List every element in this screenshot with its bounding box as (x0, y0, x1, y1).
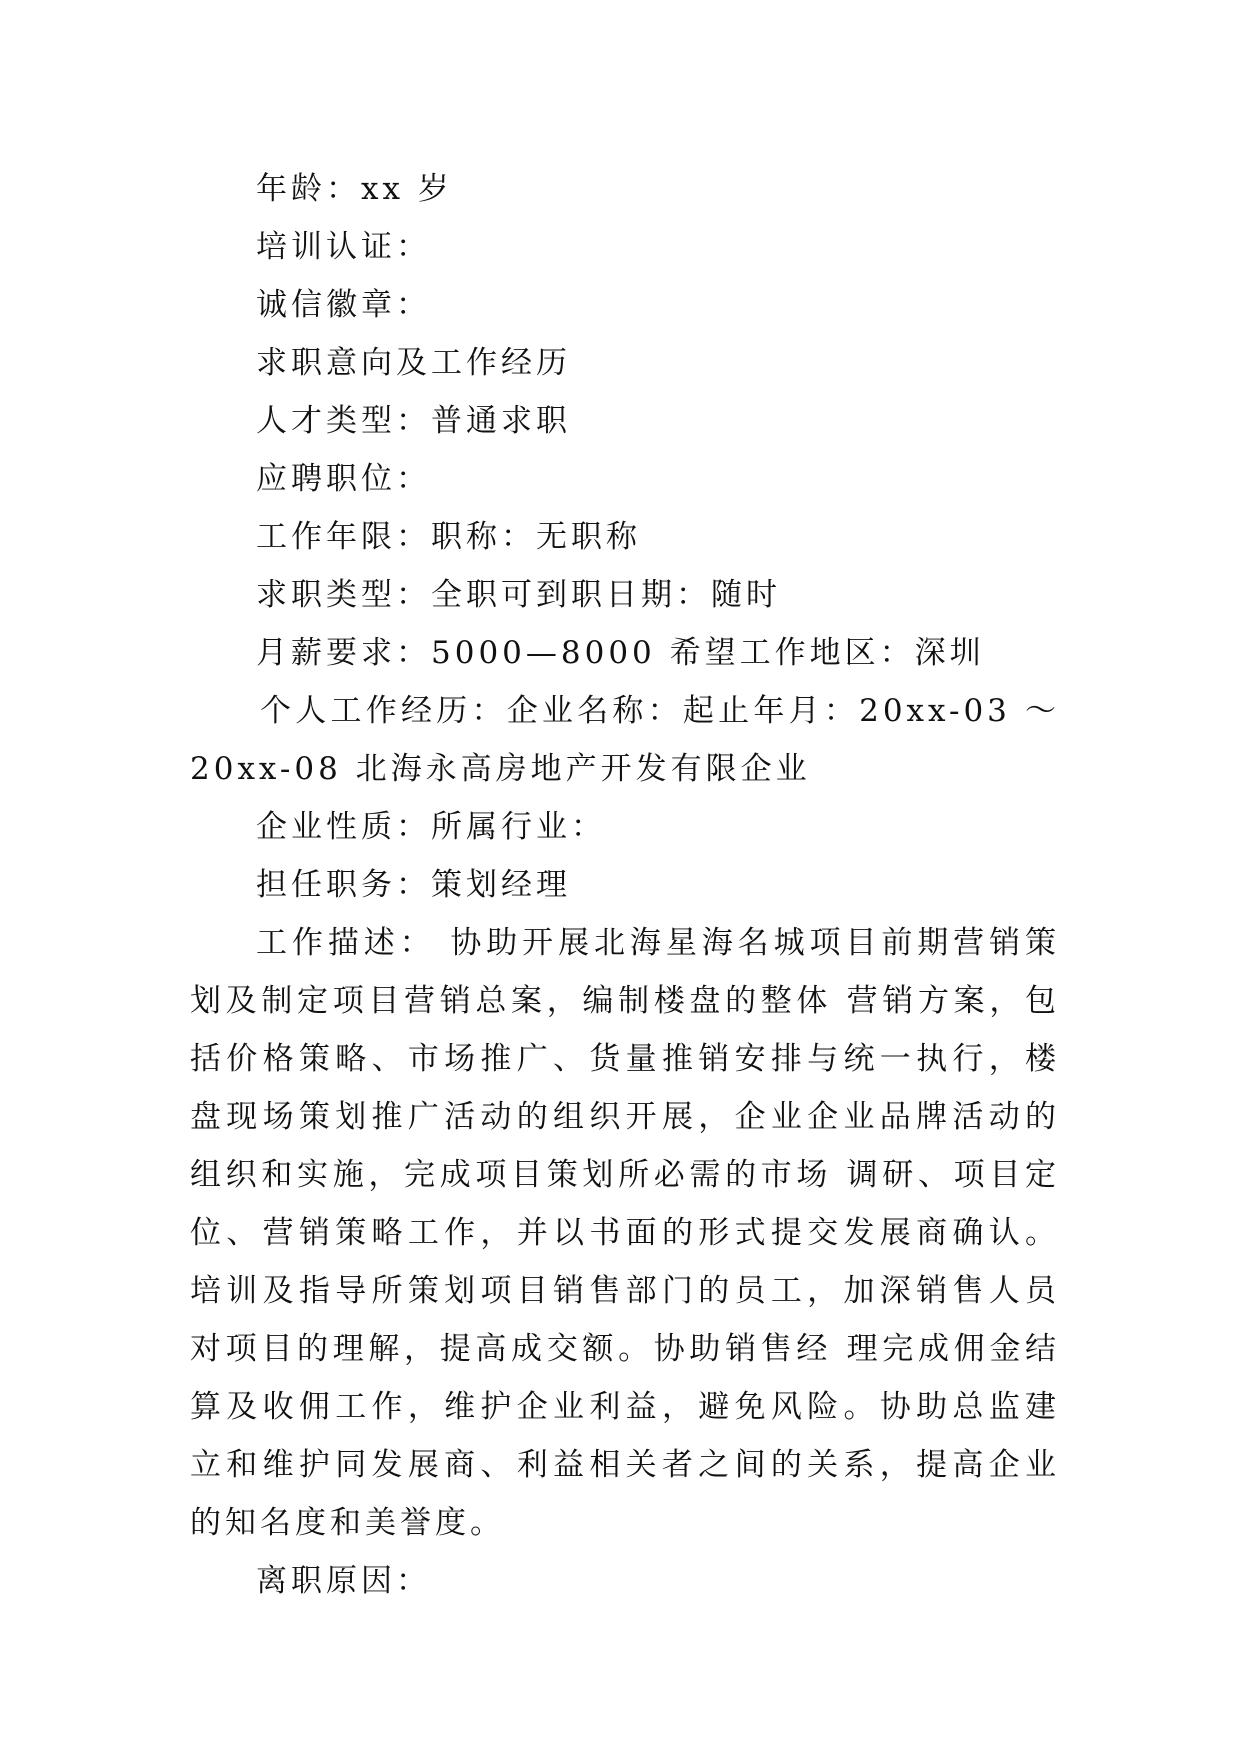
applied-position-line: 应聘职位： (256, 461, 431, 497)
work-experience-paragraph: 个人工作经历：企业名称：起止年月：20xx-03 ～ 20xx-08 北海永高房地产开发有限企业 (190, 693, 1060, 787)
company-nature-line: 企业性质：所属行业： (256, 809, 606, 845)
training-certification-line: 培训认证： (256, 229, 431, 265)
resume-content (190, 160, 1060, 1610)
section-title: 求职意向及工作经历 (256, 345, 571, 381)
age-line: 年龄：xx 岁 (256, 171, 453, 207)
duty-line: 担任职务：策划经理 (256, 867, 571, 903)
leave-reason-line: 离职原因： (256, 1563, 431, 1599)
job-type-line: 求职类型：全职可到职日期：随时 (256, 577, 781, 613)
work-years-line: 工作年限：职称：无职称 (256, 519, 641, 555)
integrity-badge-line: 诚信徽章： (256, 287, 431, 323)
work-description-paragraph: 工作描述： 协助开展北海星海名城项目前期营销策划及制定项目营销总案，编制楼盘的整体 营销方案，包括价格策略、市场推广、货量推销安排与统一执行，楼盘现场策划推广活动的组织开展，企业企业品牌活动的组织和实施，完成项目策划所必需的市场 调研、项目定位、营销策略工作，并以书面的形式提交发展商确认。培训及指导所策划项目销售部门的员工，加深销售人员对项目的理解，提高成交额。协助销售经 理完成佣金结算及收佣工作，维护企业利益，避免风险。协助总监建立和维护同发展商、利益相关者之间的关系，提高企业的知名度和美誉度。 (190, 925, 1060, 1541)
talent-type-line: 人才类型：普通求职 (256, 403, 571, 439)
salary-line: 月薪要求：5000—8000 希望工作地区：深圳 (256, 635, 985, 671)
